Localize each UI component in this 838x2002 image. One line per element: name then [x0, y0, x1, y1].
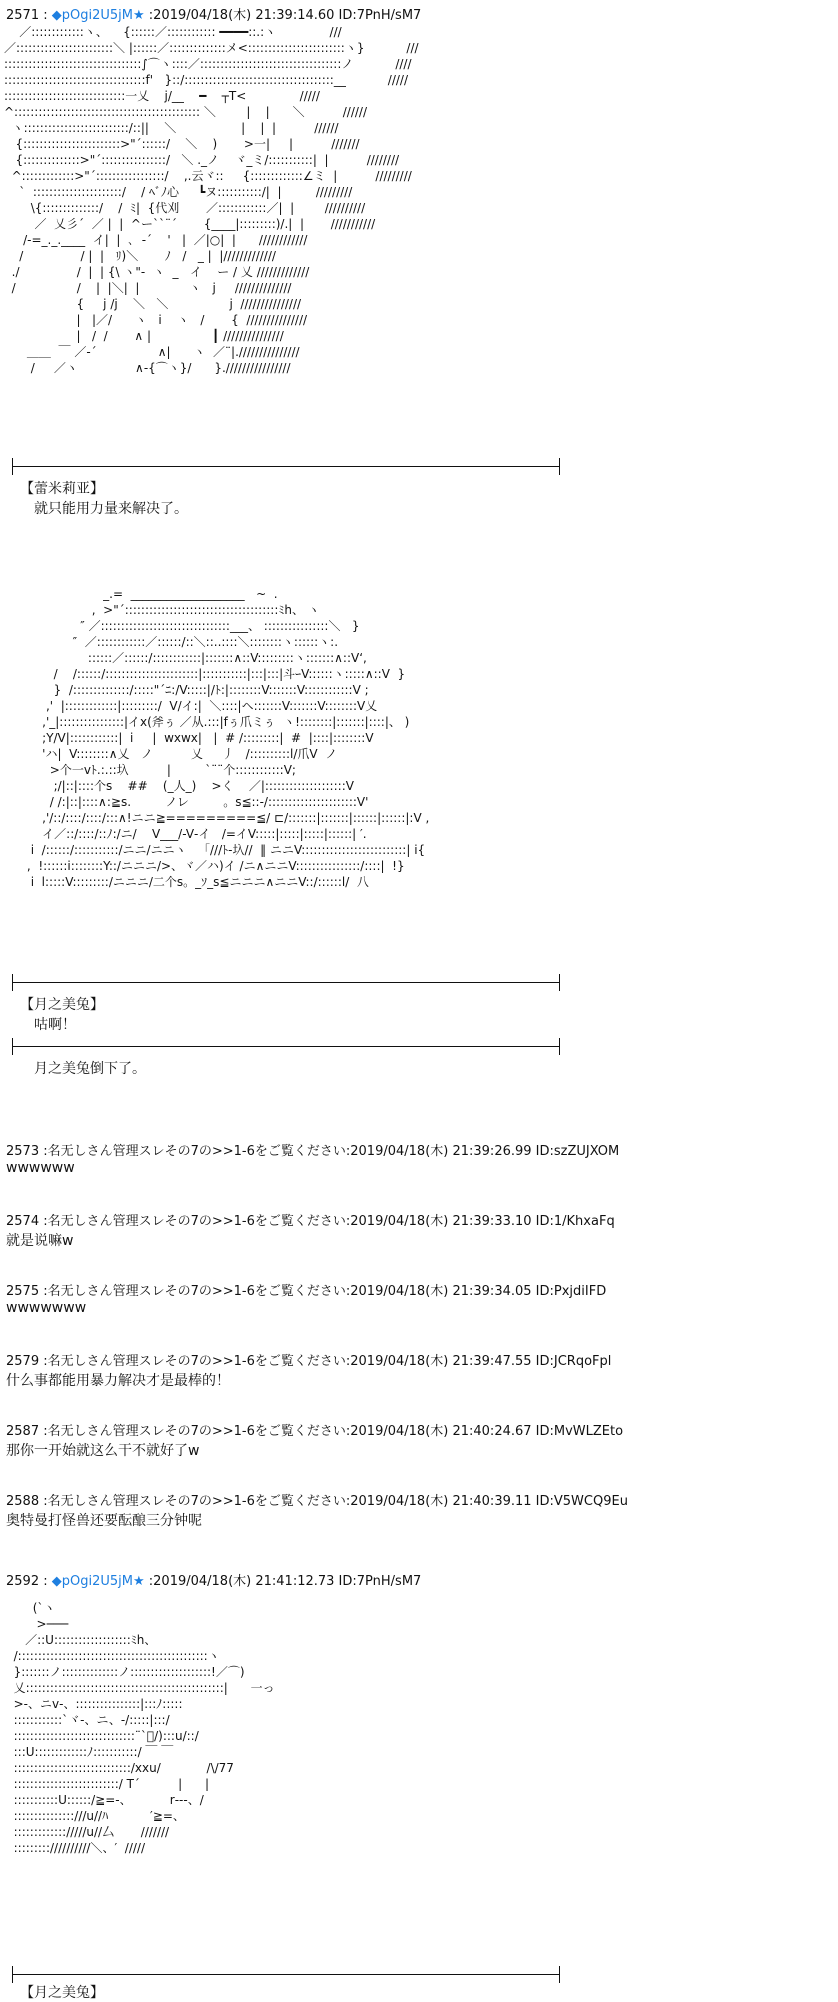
reply-body: 那你一开始就这么干不就好了w — [6, 1443, 200, 1459]
narration-line: 月之美兔倒下了。 — [34, 1061, 146, 1077]
reply-body: 就是说嘛w — [6, 1233, 74, 1249]
speaker-label: 【月之美兔】 — [20, 1985, 104, 2001]
tripcode-link[interactable]: ◆pOgi2U5jM — [51, 8, 133, 23]
tripcode-link[interactable]: ◆pOgi2U5jM — [51, 1574, 133, 1589]
speaker-label: 【月之美兔】 — [20, 997, 104, 1013]
reply-header: 2587 :名无しさん管理スレその7の>>1-6をご覧ください:2019/04/18(木) 21:40:24.67 ID:MvWLZEto — [6, 1424, 624, 1439]
star-icon: ★ — [132, 1574, 145, 1589]
post-meta: :2019/04/18(木) 21:41:12.73 ID:7PnH/sM7 — [144, 1574, 422, 1589]
divider — [12, 982, 560, 983]
reply-header: 2588 :名无しさん管理スレその7の>>1-6をご覧ください:2019/04/18(木) 21:40:39.11 ID:V5WCQ9Eu — [6, 1494, 628, 1509]
post-header-2592 — [6, 1570, 421, 1589]
divider — [12, 466, 560, 467]
reply-header: 2579 :名无しさん管理スレその7の>>1-6をご覧ください:2019/04/18(木) 21:39:47.55 ID:JCRqoFpl — [6, 1354, 612, 1369]
ascii-art-remilia: ／:::::::::::::ヽ、 {::::::／:::::::::::: ━━━━::.:ヽ /// ／::::::::::::::::::::::::＼ |::::::／::::::::::::::メ<::::::::::::::::::::::::ヽ} /// ::::::::::::::::::::::::::::::::::∫⌒ヽ::::／:::::::::::::::::::::::::::::::::::ノ //// :::::::::::::::::::::::::::::::::::f' }::/:::::::::::::::::::::::::::::::::::::__ ///// ::::::::::::::::::::::::::::::一乂 j/__ ━ ┬T< ///// ^:::::::::::::::::::::::::::::::::::::::::::::: ＼ | | ＼ ////// ヽ::::::::::::::::::::::::::/::|| ＼ | | | ////// {::::::::::::::::::::::::>"´::::::/ ＼ ) >一| | /////// {::::::::::::::>"´::::::::::::::::/ ＼ ._ノ ヾ_ミ/:::::::::::| | //////// ^:::::::::::::>"´:::::::::::::::::/ ,.云ヾ:: {:::::::::::::∠ミ | ///////// ` ::::::::::::::::::::::/ / ﾍﾞﾉ心 ┗ヌ:::::::::::/| | ///////// \{::::::::::::::/ / ﾐ| {代刈 ／::::::::::::／| | ////////// ／ 乂彡´ ／ | | ^ー``¨´ {____|:::::::::)/.| | /////////// /‐=_._.____ イ| | ､ ‐´ ' | ／|○| | //////////// / / | | ﾘ)＼ ﾉ / _ | |///////////// ./ / | | {\ ヽ"- ヽ _ イ ー / 乂 ///////////// / / | |＼| | ヽ j ////////////// { j /j ＼ ＼ j /////////////// | |／/ ヽ i ヽ / { /////////////// | / / ∧ | ┃ /////////////// ＿＿ ￣ ／‐´ ∧| ヽ ／¨|./////////////// / ／ヽ ∧‐{⌒ヽ}/ }.//////////////// — [4, 25, 419, 375]
star-icon: ★ — [132, 8, 145, 23]
dialogue-line: 咕啊！ — [34, 1017, 76, 1033]
post-number: 2592 — [6, 1574, 40, 1589]
speaker-label: 【蕾米莉亚】 — [20, 481, 104, 497]
reply-header: 2574 :名无しさん管理スレその7の>>1-6をご覧ください:2019/04/18(木) 21:39:33.10 ID:1/KhxaFq — [6, 1214, 615, 1229]
reply-body: 奥特曼打怪兽还要酝酿三分钟呢 — [6, 1513, 202, 1529]
reply-body: wwwwww — [6, 1160, 75, 1176]
divider — [12, 1974, 560, 1975]
reply-header: 2573 :名无しさん管理スレその7の>>1-6をご覧ください:2019/04/18(木) 21:39:26.99 ID:szZUJXOM — [6, 1144, 620, 1159]
ascii-art-mito-2: (`ヽ >─── ／::U:::::::::::::::::::ﾐh、 /:::::::::::::::::::::::::::::::::::::::::::::::ヽ }:::::::ノ::::::::::::::ノ::::::::::::::::::::!／⌒) 乂:::::::::::::::::::::::::::::::::::::::::::::::::| 一っ >‐、ニv‐、::::::::::::::::|:::ﾉ::::: ::::::::::::`ヾ‐、ニ、‐/:::::|:::/ ::::::::::::::::::::::::::::::¨`ﾞ/):::u/::/ :::U:::::::::::::ﾉ:::::::::::/ ￣ ￣ :::::::::::::::::::::::::::::/xxu/ /\/77 ::::::::::::::::::::::::::/ T´ | | :::::::::::U::::::/≧=‐、 r‐‐‐、/ :::::::::::::::///u//ﾊ ′≧=、 ::::::::::::://///u//厶 /////// ::::::::://////////＼、′ ///// — [13, 1601, 275, 1855]
dialogue-line: 就只能用力量来解决了。 — [34, 501, 188, 517]
post-separator: : — [39, 1574, 52, 1589]
post-header-2571 — [6, 4, 421, 23]
divider — [12, 1046, 560, 1047]
post-number: 2571 — [6, 8, 40, 23]
post-meta: :2019/04/18(木) 21:39:14.60 ID:7PnH/sM7 — [144, 8, 422, 23]
ascii-art-mito: _.= ___________________ ~ . , >"´::::::::::::::::::::::::::::::::::::::ﾐh、 ヽ ″ ／::::::::::::::::::::::::::::::::___、 ::::::::::::::::＼ } ″ ／::::::::::::／::::::/::＼::..::::＼::::::::ヽ::::::ヽ:. ::::::／::::::/::::::::::::|:::::::∧::V:::::::::ヽ:::::::∧::V‘, / /::::::/:::::::::::::::::::::::|:::::::::::|:::|:::|斗ｰV::::::ヽ:::::∧::V } } /::::::::::::::/:::::"´ﾆ:/V:::::|/ﾄ:|::::::::V:::::::V::::::::::::V ; ,' |:::::::::::::|:::::::::/ V/イ:| ＼::::|ヘ:::::::V:::::::V::::::::V乂 ,'_|::::::::::::::::|イx(斧ぅ ／从.:::|fぅ爪ミぅ ヽ!::::::::|:::::::|::::|、 ) ;Y/V|::::::::::::| i | wxwx| | # /:::::::::| # |::::|::::::::V 'ハ| V::::::::∧乂 ノ 乂 丿 /::::::::::l/爪V ノ >个一vﾄ.:.::圦 | `¨¨个::::::::::::V; ;/|::|::::个s ## (_人_) >く ／|::::::::::::::::::::V / /:|::|::::∧:≧s. ノレ 。s≦::‐/::::::::::::::::::::::V' ,'/::/::::/::::/:::∧!ニニ≧=========≦/ ⊏/:::::::|:::::::|::::::|::::::|:V , イ／::/::::/::ﾉ:/ニ/ V___/‐V‐イ /=イV:::::|:::::|:::::|::::::| ′. i /::::::/:::::::::::/ニニ/ニニヽ 「///ﾄ-圦// ‖ ニニV::::::::::::::::::::::::::| i{ , !::::::i::::::::Y::/ニニニ/>、ヾ／ハ)イ /ニ∧ニニV::::::::::::::::/::::| !} i l:::::V:::::::::/ニニニ/二个s。_ｿ_s≦ニニニ∧ニニV::/::::::l/ 八 — [26, 587, 430, 889]
post-separator: : — [39, 8, 52, 23]
reply-body: wwwwwww — [6, 1300, 87, 1316]
reply-header: 2575 :名无しさん管理スレその7の>>1-6をご覧ください:2019/04/18(木) 21:39:34.05 ID:PxjdiIFD — [6, 1284, 607, 1299]
reply-body: 什么事都能用暴力解决才是最棒的！ — [6, 1373, 230, 1389]
